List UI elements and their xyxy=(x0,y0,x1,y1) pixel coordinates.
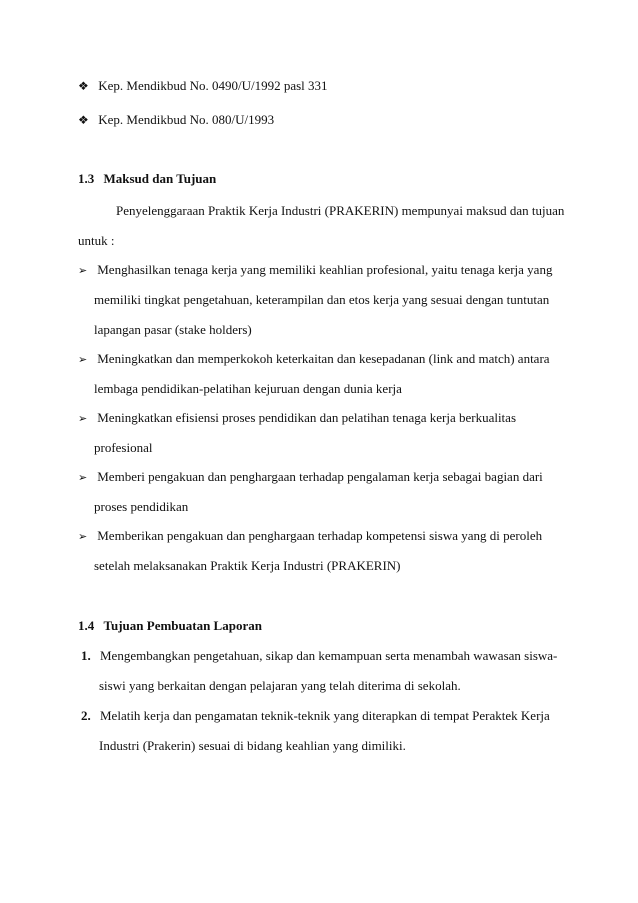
item-number: 1. xyxy=(81,648,91,663)
numbered-item xyxy=(81,708,550,724)
list-item-text: Meningkatkan efisiensi proses pendidikan dan pelatihan tenaga kerja berkualitas xyxy=(97,410,516,425)
list-item-text: profesional xyxy=(94,440,153,455)
list-item-text: lembaga pendidikan-pelatihan kejuruan dengan dunia kerja xyxy=(94,381,402,396)
diamond-bullet-icon: ❖ xyxy=(78,79,89,93)
list-item xyxy=(78,262,552,279)
numbered-item-text: Melatih kerja dan pengamatan teknik-teknik yang diterapkan di tempat Peraktek Kerja xyxy=(100,708,550,723)
list-item-text: setelah melaksanakan Praktik Kerja Industri (PRAKERIN) xyxy=(94,558,401,573)
section-heading-1-3 xyxy=(78,171,216,187)
numbered-item-text: siswi yang berkaitan dengan pelajaran yang telah diterima di sekolah. xyxy=(99,678,461,693)
list-item-text: Menghasilkan tenaga kerja yang memiliki keahlian profesional, yaitu tenaga kerja yang xyxy=(97,262,553,277)
reference-item xyxy=(78,112,274,128)
paragraph-intro-line: Penyelenggaraan Praktik Kerja Industri (PRAKERIN) mempunyai maksud dan tujuan xyxy=(116,203,565,218)
list-item-text: lapangan pasar (stake holders) xyxy=(94,322,252,337)
list-item xyxy=(78,410,516,427)
item-number: 2. xyxy=(81,708,91,723)
arrow-bullet-icon: ➢ xyxy=(78,472,88,484)
numbered-item-text: Industri (Prakerin) sesuai di bidang keahlian yang dimiliki. xyxy=(99,738,406,753)
section-number: 1.4 xyxy=(78,618,95,633)
numbered-item xyxy=(81,648,557,664)
section-title: Maksud dan Tujuan xyxy=(103,171,217,186)
section-number: 1.3 xyxy=(78,171,95,186)
list-item-text: Memberikan pengakuan dan penghargaan terhadap kompetensi siswa yang di peroleh xyxy=(97,528,543,543)
numbered-item-text: Mengembangkan pengetahuan, sikap dan kemampuan serta menambah wawasan siswa- xyxy=(100,648,558,663)
arrow-bullet-icon: ➢ xyxy=(78,413,88,425)
arrow-bullet-icon: ➢ xyxy=(78,531,88,543)
paragraph-intro-line: untuk : xyxy=(78,233,115,248)
reference-text: Kep. Mendikbud No. 080/U/1993 xyxy=(98,112,275,127)
list-item xyxy=(78,469,543,486)
arrow-bullet-icon: ➢ xyxy=(78,354,88,366)
list-item-text: memiliki tingkat pengetahuan, keterampilan dan etos kerja yang sesuai dengan tuntutan xyxy=(94,292,550,307)
diamond-bullet-icon: ❖ xyxy=(78,113,89,127)
list-item-text: Meningkatkan dan memperkokoh keterkaitan dan kesepadanan (link and match) antara xyxy=(97,351,550,366)
list-item-text: Memberi pengakuan dan penghargaan terhadap pengalaman kerja sebagai bagian dari xyxy=(97,469,543,484)
list-item xyxy=(78,351,550,368)
list-item xyxy=(78,528,542,545)
reference-text: Kep. Mendikbud No. 0490/U/1992 pasl 331 xyxy=(98,78,328,93)
section-heading-1-4 xyxy=(78,618,262,634)
arrow-bullet-icon: ➢ xyxy=(78,265,88,277)
section-title: Tujuan Pembuatan Laporan xyxy=(103,618,262,633)
reference-item xyxy=(78,78,328,94)
list-item-text: proses pendidikan xyxy=(94,499,189,514)
